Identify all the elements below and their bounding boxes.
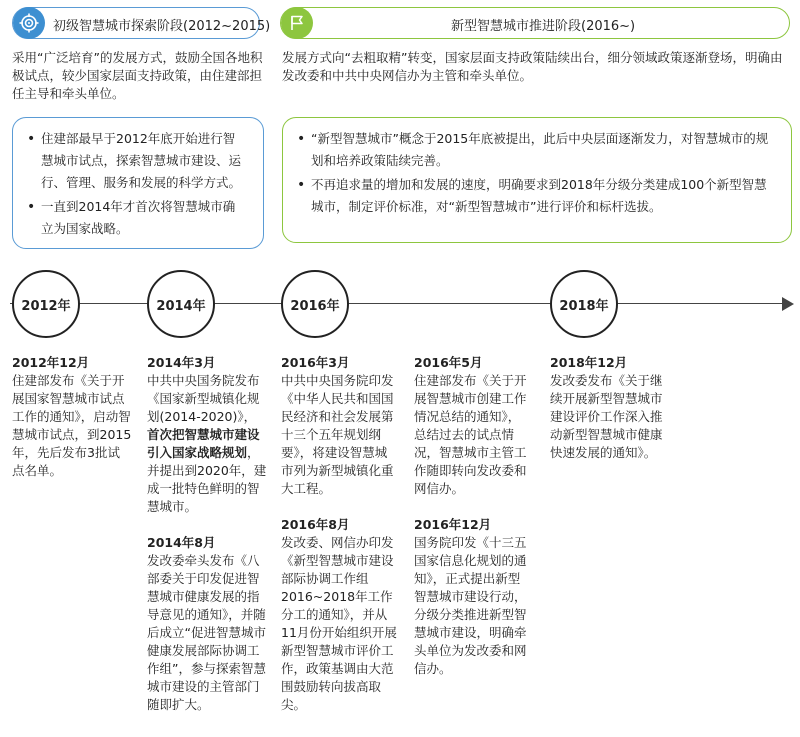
event-text: 发改委、网信办印发《新型智慧城市建设部际协调工作组2016~2018年工作分工的通知》，并从11月份开始组织开展新型智慧城市评价工作，政策基调由大范围鼓励转向拔高取尖。 [281,535,397,712]
event-date: 2014年3月 [147,355,216,370]
event-text: 住建部发布《关于开展智慧城市创建工作情况总结的通知》，总结过去的试点情况，智慧城市主管工作随即转向发改委和网信办。 [414,373,527,496]
stage2-description: 发展方式向“去粗取精”转变，国家层面支持政策陆续出台，细分领域政策逐渐登场，明确由发改委和中共中央网信办为主管和牵头单位。 [282,50,783,83]
timeline-arrow-icon [782,297,794,311]
event-2014-08 [147,534,267,714]
event-2014-03 [147,354,267,516]
event-date: 2018年12月 [550,355,628,370]
year-node-2016: 2016年 [281,270,349,338]
event-date: 2016年5月 [414,355,483,370]
event-text: 发改委发布《关于继续开展新型智慧城市建设评价工作深入推动新型智慧城市健康快速发展的通知》。 [550,373,663,460]
event-2016-12 [414,516,532,678]
stage2-bullet: • “新型智慧城市”概念于2015年底被提出，此后中央层面逐渐发力，对智慧城市的规划和培养政策陆续完善。 [297,128,775,172]
event-text: 住建部发布《关于开展国家智慧城市试点工作的通知》，启动智慧城市试点，到2015年，先后发布3批试点名单。 [12,373,132,478]
event-text: 中共中央国务院印发《中华人民共和国国民经济和社会发展第十三个五年规划纲要》，将建设智慧城市列为新型城镇化重大工程。 [281,373,394,496]
stage2-bullet-box [282,117,792,243]
year-node-2018: 2018年 [550,270,618,338]
flag-icon [281,7,313,39]
event-2012-12 [12,354,132,480]
stage1-title: 初级智慧城市探索阶段(2012~2015) [53,19,271,34]
event-date: 2016年3月 [281,355,350,370]
target-icon [13,7,45,39]
event-2016-03 [281,354,399,498]
event-2016-05 [414,354,532,498]
stage2-bullet: • 不再追求量的增加和发展的速度，明确要求到2018年分级分类建成100个新型智慧城市，制定评价标准，对“新型智慧城市”进行评价和标杆选拔。 [297,174,775,218]
stage1-bullet: • 住建部最早于2012年底开始进行智慧城市试点，探索智慧城市建设、运行、管理、服务和发展的科学方式。 [27,128,247,194]
event-date: 2016年8月 [281,517,350,532]
stage1-description: 采用“广泛培育”的发展方式，鼓励全国各地积极试点，较少国家层面支持政策，由住建部担任主导和牵头单位。 [12,50,263,101]
event-date: 2012年12月 [12,355,90,370]
event-date: 2014年8月 [147,535,216,550]
year-node-2012: 2012年 [12,270,80,338]
stage1-header [12,7,271,39]
stage1-bullet-box [12,117,264,249]
stage2-title: 新型智慧城市推进阶段(2016~) [451,19,636,34]
timeline-axis [10,303,790,304]
event-date: 2016年12月 [414,517,492,532]
event-text-highlight: 首次把智慧城市建设引入国家战略规划 [147,427,260,460]
event-text [147,372,267,516]
event-2016-08 [281,516,399,714]
year-node-2014: 2014年 [147,270,215,338]
event-2018-12 [550,354,668,462]
stage1-bullet: • 一直到2014年才首次将智慧城市确立为国家战略。 [27,196,247,240]
event-text-part: 中共中央国务院发布《国家新型城镇化规划(2014-2020)》， [147,373,260,424]
event-text-part: ，并提出到2020年，建成一批特色鲜明的智慧城市。 [147,445,267,514]
event-text: 发改委牵头发布《八部委关于印发促进智慧城市健康发展的指导意见的通知》，并随后成立“促进智慧城市健康发展部际协调工作组”，参与探索智慧城市建设的主管部门随即扩大。 [147,553,266,712]
stage2-header [280,7,790,39]
event-text: 国务院印发《十三五国家信息化规划的通知》，正式提出新型智慧城市建设行动，分级分类推进新型智慧城市建设，明确牵头单位为发改委和网信办。 [414,535,527,676]
